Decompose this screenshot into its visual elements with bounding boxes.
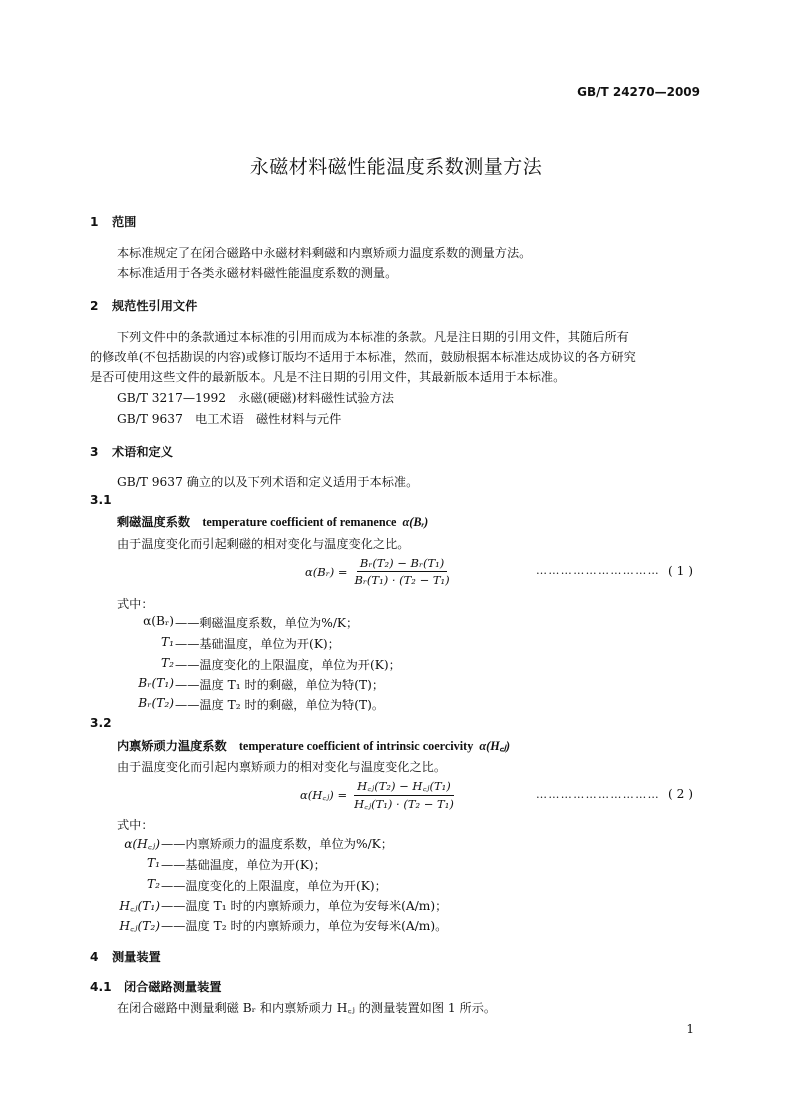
definition-text: ——基础温度，单位为开(K)； xyxy=(175,637,340,651)
definition-text: ——剩磁温度系数，单位为%/K； xyxy=(175,616,359,630)
standard-code: GB/T 24270—2009 xyxy=(577,85,700,99)
definition-text: ——基础温度，单位为开(K)； xyxy=(161,858,326,872)
definition-symbol: H꜀ⱼ(T₂) xyxy=(119,919,160,933)
section-number: 3 xyxy=(90,445,99,459)
equation-number-2: ( 2 ) xyxy=(668,787,694,801)
subsection-3-1-number: 3.1 xyxy=(90,493,112,507)
term-3-2 xyxy=(117,736,510,757)
formula-lhs: α(H꜀ⱼ) = xyxy=(300,788,348,802)
equation-leader-2: ………………………… xyxy=(536,788,660,801)
term-symbol: α(Bᵣ) xyxy=(402,515,429,529)
where-label-1: 式中： xyxy=(117,597,154,611)
normative-reference-1: GB/T 3217—1992 永磁(硬磁)材料磁性试验方法 xyxy=(117,391,394,405)
definition-symbol: Bᵣ(T₂) xyxy=(138,696,174,710)
formula-1 xyxy=(305,556,453,587)
section-title: 术语和定义 xyxy=(112,445,173,459)
section-number: 4 xyxy=(90,950,99,964)
section-title: 范围 xyxy=(112,215,137,229)
section-1-paragraph-1: 本标准规定了在闭合磁路中永磁材料剩磁和内禀矫顽力温度系数的测量方法。 xyxy=(117,246,532,260)
section-title: 测量装置 xyxy=(112,950,161,964)
definition-text: ——温度 T₂ 时的剩磁，单位为特(T)。 xyxy=(175,698,385,712)
formula-numerator: H꜀ⱼ(T₂) − H꜀ⱼ(T₁) xyxy=(354,779,454,796)
equation-leader-1: ………………………… xyxy=(536,564,660,577)
subsection-3-2-number: 3.2 xyxy=(90,716,112,730)
section-3-intro: GB/T 9637 确立的以及下列术语和定义适用于本标准。 xyxy=(117,475,419,489)
formula-numerator: Bᵣ(T₂) − Bᵣ(T₁) xyxy=(357,556,447,572)
formula-lhs: α(Bᵣ) = xyxy=(305,564,348,579)
definition-symbol: α(H꜀ⱼ) xyxy=(124,837,160,851)
formula-fraction xyxy=(351,556,452,587)
section-1-heading xyxy=(90,213,136,230)
section-number: 4.1 xyxy=(90,980,112,994)
term-english: temperature coefficient of intrinsic coercivity xyxy=(238,739,474,753)
term-symbol: α(H꜀ⱼ) xyxy=(479,739,511,753)
definition-symbol: T₁ xyxy=(160,635,174,649)
document-title: 永磁材料磁性能温度系数测量方法 xyxy=(249,156,543,178)
definition-text: ——温度 T₂ 时的内禀矫顽力，单位为安每米(A/m)。 xyxy=(161,919,448,933)
definition-text: ——温度 T₁ 时的剩磁，单位为特(T)； xyxy=(175,678,385,692)
section-2-heading xyxy=(90,297,197,314)
formula-denominator: Bᵣ(T₁) · (T₂ − T₁) xyxy=(354,573,450,587)
section-1-paragraph-2: 本标准适用于各类永磁材料磁性能温度系数的测量。 xyxy=(117,266,398,280)
definition-text: ——温度变化的上限温度，单位为开(K)； xyxy=(175,658,401,672)
subsection-4-1-heading xyxy=(90,978,222,995)
normative-reference-2: GB/T 9637 电工术语 磁性材料与元件 xyxy=(117,412,342,426)
definition-text: ——温度变化的上限温度，单位为开(K)； xyxy=(161,879,387,893)
section-number: 1 xyxy=(90,215,99,229)
section-2-paragraph-line-3: 是否可使用这些文件的最新版本。凡是不注日期的引用文件，其最新版本适用于本标准。 xyxy=(90,370,566,384)
section-number: 2 xyxy=(90,299,99,313)
term-3-1-description: 由于温度变化而引起剩磁的相对变化与温度变化之比。 xyxy=(117,537,410,551)
definition-symbol: T₁ xyxy=(146,856,160,870)
term-3-2-description: 由于温度变化而引起内禀矫顽力的相对变化与温度变化之比。 xyxy=(117,760,447,774)
where-label-2: 式中： xyxy=(117,818,154,832)
section-2-paragraph-line-1: 下列文件中的条款通过本标准的引用而成为本标准的条款。凡是注日期的引用文件，其随后所有 xyxy=(117,330,629,344)
section-3-heading xyxy=(90,443,173,460)
section-title: 规范性引用文件 xyxy=(112,299,198,313)
definition-symbol: H꜀ⱼ(T₁) xyxy=(119,899,160,913)
formula-fraction xyxy=(351,779,457,812)
term-3-1 xyxy=(117,512,428,533)
section-title: 闭合磁路测量装置 xyxy=(124,980,222,994)
page-number: 1 xyxy=(686,1022,694,1036)
term-chinese: 内禀矫顽力温度系数 xyxy=(117,739,227,753)
section-2-paragraph-line-2: 的修改单(不包括勘误的内容)或修订版均不适用于本标准，然而，鼓励根据本标准达成协议的各方研究 xyxy=(90,350,636,364)
equation-number-1: ( 1 ) xyxy=(668,564,694,578)
formula-2 xyxy=(300,779,457,812)
formula-denominator: H꜀ⱼ(T₁) · (T₂ − T₁) xyxy=(354,797,454,811)
definition-text: ——温度 T₁ 时的内禀矫顽力，单位为安每米(A/m)； xyxy=(161,899,448,913)
definition-text: ——内禀矫顽力的温度系数，单位为%/K； xyxy=(161,837,393,851)
definition-symbol: T₂ xyxy=(146,877,160,891)
definition-symbol: α(Bᵣ) xyxy=(143,614,174,628)
subsection-4-1-paragraph: 在闭合磁路中测量剩磁 Bᵣ 和内禀矫顽力 H꜀ⱼ 的测量装置如图 1 所示。 xyxy=(117,1001,497,1015)
section-4-heading xyxy=(90,948,161,965)
term-english: temperature coefficient of remanence xyxy=(202,515,397,529)
definition-symbol: T₂ xyxy=(160,656,174,670)
definition-symbol: Bᵣ(T₁) xyxy=(138,676,174,690)
term-chinese: 剩磁温度系数 xyxy=(117,515,191,529)
